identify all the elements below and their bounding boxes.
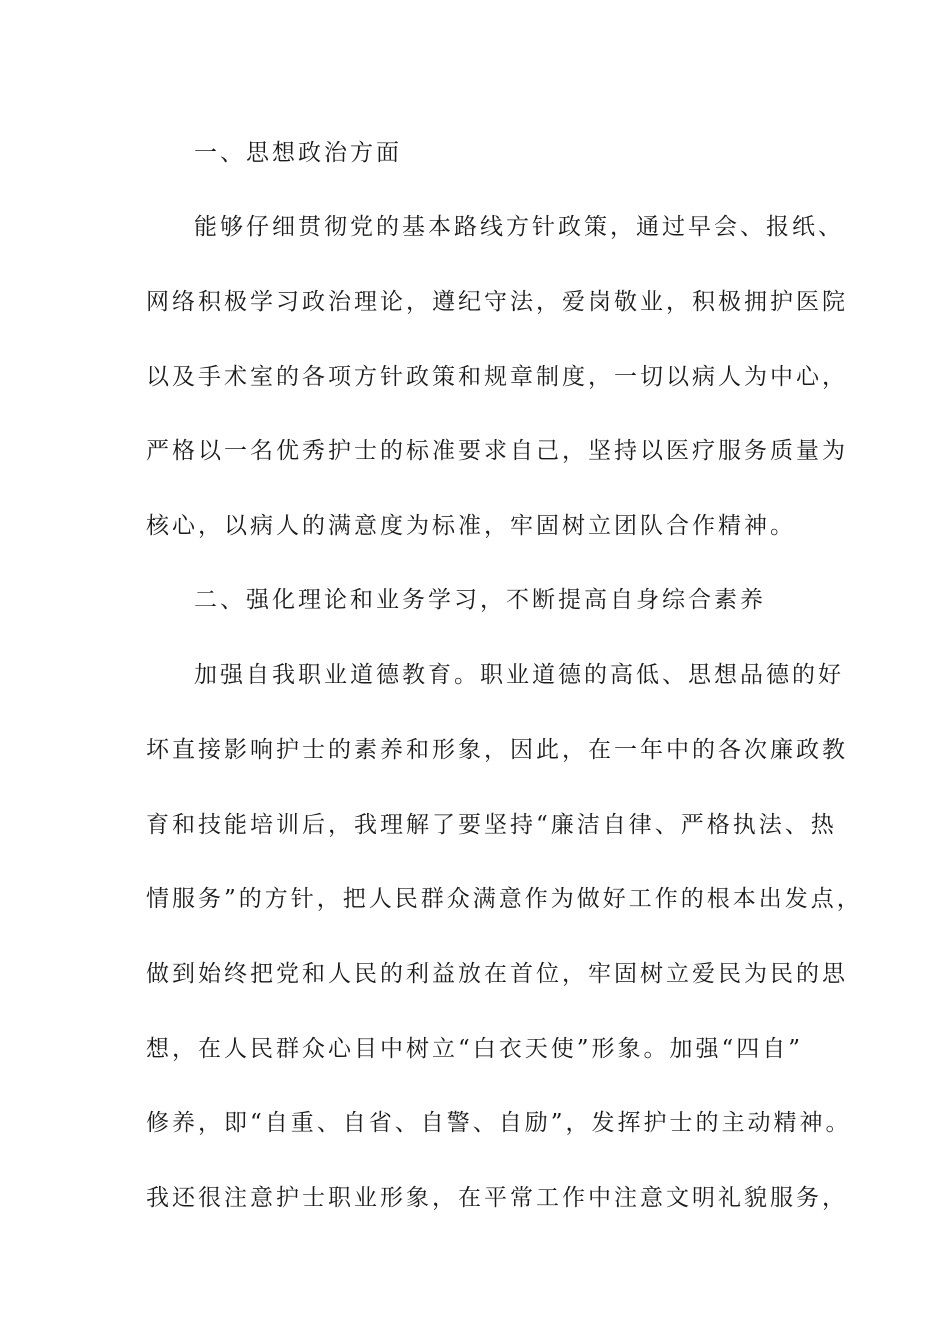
paragraph-line: 核心，以病人的满意度为标准，牢固树立团队合作精神。 [146,513,796,539]
paragraph-line: 网络积极学习政治理论，遵纪守法，爱岗敬业，积极拥护医院 [146,289,848,315]
paragraph-line: 严格以一名优秀护士的标准要求自己，坚持以医疗服务质量为 [146,438,848,464]
section-heading-2: 二、强化理论和业务学习，不断提高自身综合素养 [194,587,766,613]
paragraph-line: 能够仔细贯彻党的基本路线方针政策，通过早会、报纸、 [194,214,844,240]
paragraph-line: 坏直接影响护士的素养和形象，因此，在一年中的各次廉政教 [146,737,848,763]
paragraph-line: 育和技能培训后，我理解了要坚持“廉洁自律、严格执法、热 [146,812,837,838]
paragraph-line: 想，在人民群众心目中树立“白衣天使”形象。加强“四自” [146,1036,804,1062]
paragraph-line: 修养，即“自重、自省、自警、自励”，发挥护士的主动精神。 [146,1110,852,1136]
paragraph-line: 我还很注意护士职业形象，在平常工作中注意文明礼貌服务， [146,1185,848,1211]
paragraph-line: 以及手术室的各项方针政策和规章制度，一切以病人为中心， [146,364,848,390]
paragraph-line: 情服务”的方针，把人民群众满意作为做好工作的根本出发点， [146,886,863,912]
section-heading-1: 一、思想政治方面 [194,140,402,166]
paragraph-line: 加强自我职业道德教育。职业道德的高低、思想品德的好 [194,662,844,688]
paragraph-line: 做到始终把党和人民的利益放在首位，牢固树立爱民为民的思 [146,961,848,987]
